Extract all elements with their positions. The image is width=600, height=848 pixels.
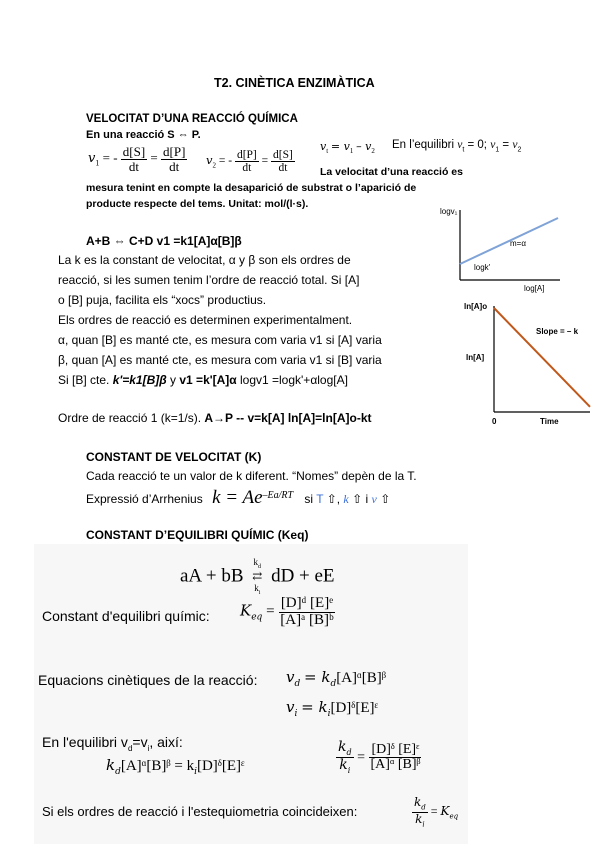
ratio-equation: $\frac{k_d}{k_i}$ = $\frac{\text{[D]ᵟ [E]ᵋ}}{\text{[A]ᵅ [B]ᵝ}}$ xyxy=(338,739,421,775)
equation-v1: $v_1$ = - $\frac{d[S]}{dt}$ = $\frac{d[P]}{dt}$ xyxy=(88,144,186,174)
ln-chart-series-line xyxy=(494,308,590,407)
reaction-line-6: β, quan [A] es manté cte, es mesura com varia v1 si [B] varia xyxy=(58,353,382,367)
equilibrium-reaction: aA + bB $k_d$ ⇄ $k_i$ dD + eE xyxy=(180,557,335,596)
equation-vt: $v_t = v_1 - v_2$ xyxy=(320,140,375,156)
reaction-line-2: reacció, si les sumen tenim l’ordre de reacció total. Si [A] xyxy=(58,273,360,287)
equilibrium-condition: En l'equilibri $v_d=v_i$, així: xyxy=(42,734,183,753)
reaction-line-3: o [B] puja, facilita els “xocs” productius. xyxy=(58,293,267,307)
ln-chart-xlabel: Time xyxy=(540,417,559,426)
section-heading-constant: CONSTANT DE VELOCITAT (K) xyxy=(86,450,262,464)
equilibrium-text: En l’equilibri $v_t = 0$; $v_1 = v_2$ xyxy=(392,139,522,154)
ln-chart xyxy=(462,296,596,430)
constant-line-1: Cada reacció te un valor de k diferent. “Nomes” depèn de la T. xyxy=(86,469,417,483)
equilibrium-panel xyxy=(34,544,468,844)
cinetic-label: Equacions cinètiques de la reacció: xyxy=(38,672,258,688)
keq-label: Constant d'equilibri químic: xyxy=(42,608,210,624)
desc-line-1: La velocitat d’una reacció es xyxy=(320,166,463,178)
arrhenius-line: Expressió d’Arrhenius $k = Ae^{-Ea/RT}$ si T ⇧, k ⇧ i v ⇧ xyxy=(86,487,391,508)
desc-line-2: mesura tenint en compte la desaparició de substrat o l’aparició de xyxy=(86,182,417,194)
reaction-line-1: La k es la constant de velocitat, α y β son els ordres de xyxy=(58,253,351,267)
ln-chart-y-top-label: ln[A]o xyxy=(464,302,488,311)
final-equation: $\frac{k_d}{k_i}$ = $K_{eq}$ xyxy=(414,795,459,829)
ln-chart-annotation: Slope = – k xyxy=(536,327,579,336)
reaction-line-5: α, quan [B] es manté cte, es mesura com varia v1 si [A] varia xyxy=(58,333,382,347)
vi-equation: $v_i$ = $k_i[D]ᵟ[E]ᵋ$ xyxy=(286,698,379,719)
final-label: Si els ordres de reacció i l'estequiometria coincideixen: xyxy=(42,804,358,819)
ln-chart-origin: 0 xyxy=(492,417,497,426)
balance-equation: $k_d[A]ᵅ[B]ᵝ$ = $k_i[D]ᵟ[E]ᵋ$ xyxy=(106,756,245,777)
log-chart-slope-label: m=α xyxy=(510,239,526,248)
reaction-line-4: Els ordres de reacció es determinen experimentalment. xyxy=(58,313,353,327)
section-heading-velocitat: VELOCITAT D’UNA REACCIÓ QUÍMICA xyxy=(86,113,298,125)
section-heading-equilibri: CONSTANT D’EQUILIBRI QUÍMIC (Keq) xyxy=(86,528,309,542)
log-chart-xlabel: log[A] xyxy=(524,284,545,293)
log-chart xyxy=(438,200,566,296)
desc-line-3: producte respecte del tems. Unitat: mol/(l·s). xyxy=(86,198,309,210)
ln-chart-ylabel: ln[A] xyxy=(466,353,485,362)
log-chart-intercept-label: logk' xyxy=(474,263,491,272)
reaction-equation: A+B ⇔ C+D v1 =k1[A]α[B]β xyxy=(86,234,242,248)
log-chart-ylabel: logv₁ xyxy=(440,207,458,216)
equation-v2: $v_2$ = - $\frac{d[P]}{dt}$ = $\frac{d[S]}{dt}$ xyxy=(206,149,293,175)
vd-equation: $v_d$ = $k_d[A]ᵅ[B]ᵝ$ xyxy=(286,668,386,689)
reaction-line-7: Si [B] cte. k'=k1[B]β y v1 =k'[A]α logv1 =logk'+αlog[A] xyxy=(58,373,348,387)
log-chart-line xyxy=(460,218,558,264)
order-1-text: Ordre de reacció 1 (k=1/s). A→P -- v=k[A] ln[A]=ln[A]o-kt xyxy=(58,411,372,425)
keq-formula: $K_{eq}$ = $\frac{\text{[D]ᵈ [E]ᵉ}}{\text{[A]ᵃ [B]ᵇ}}$ xyxy=(240,595,334,628)
page-title: T2. CINÈTICA ENZIMÀTICA xyxy=(214,76,375,90)
intro-text: En una reacció S ⇔ P. xyxy=(86,129,201,141)
